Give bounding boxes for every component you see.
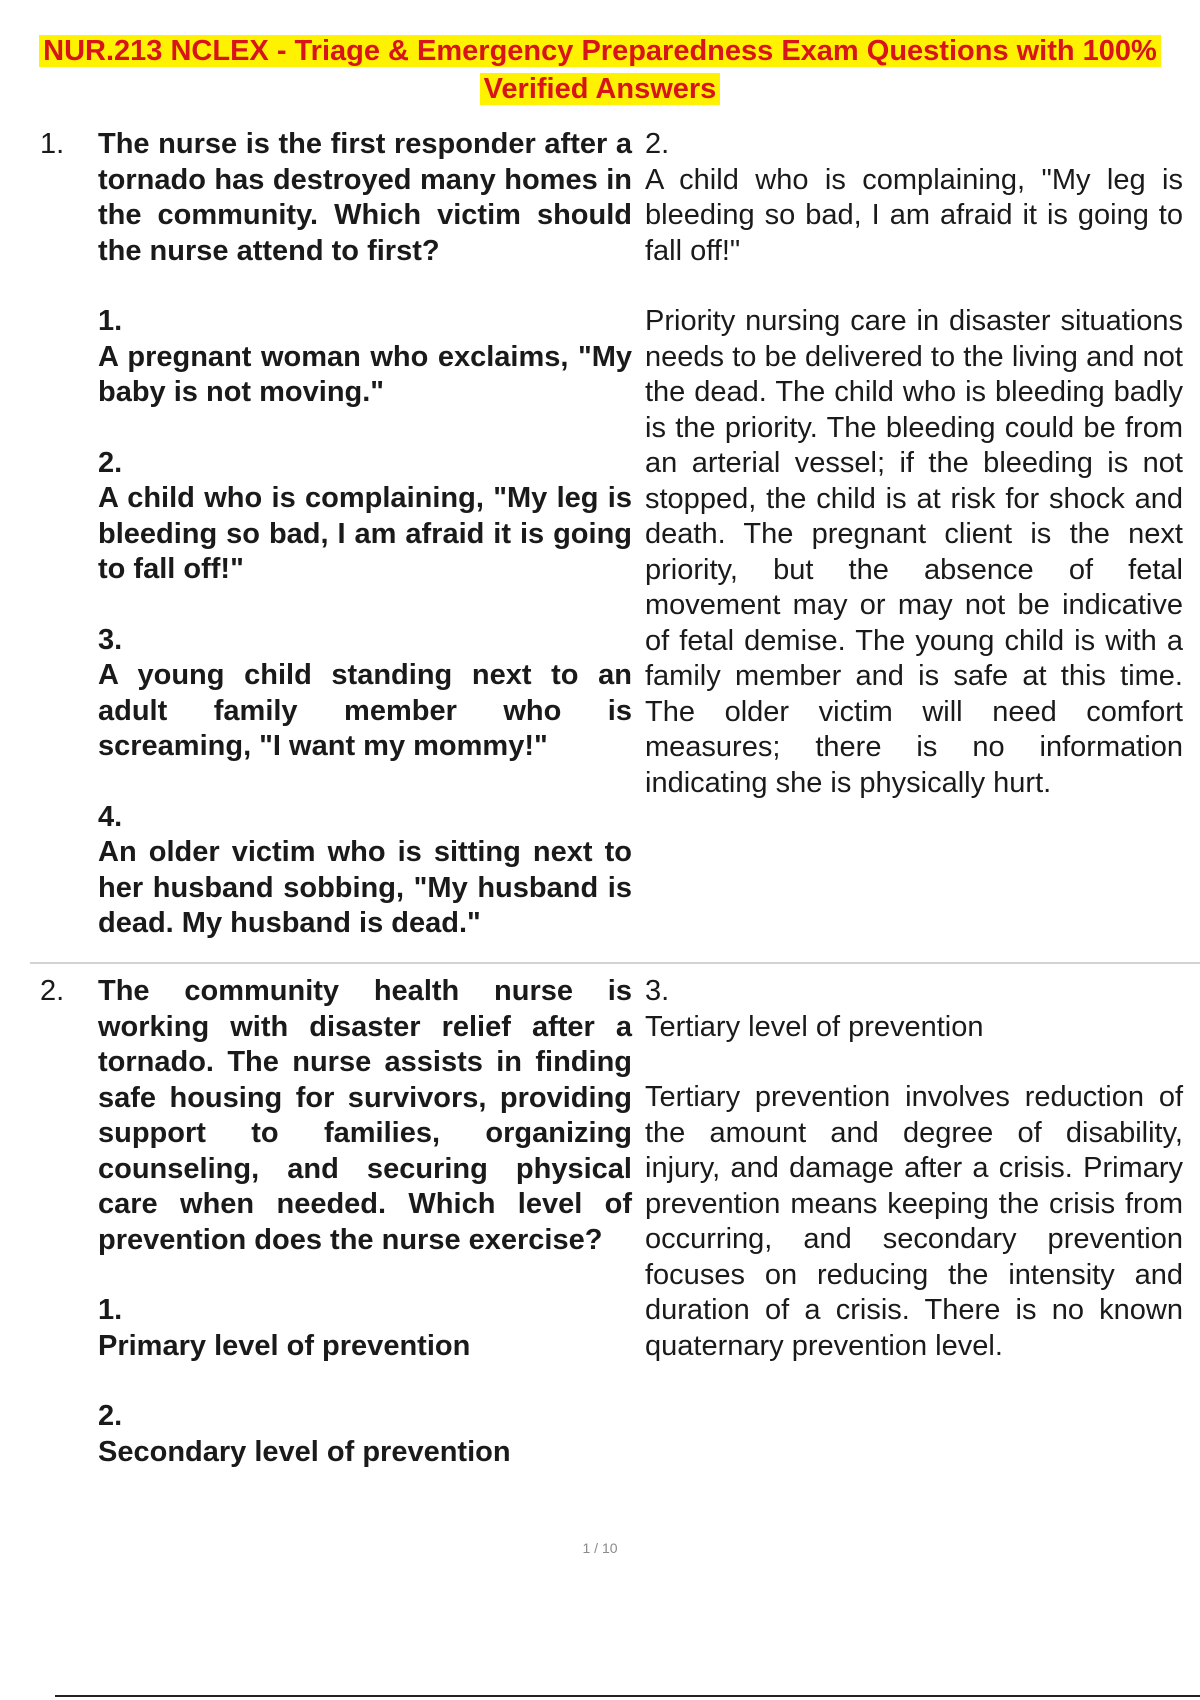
option-text: An older victim who is sitting next to her husband sobbing, "My husband is dead. My husband is dead." — [98, 836, 632, 939]
answer-option — [98, 1293, 632, 1364]
question-number: 2. — [40, 975, 65, 1007]
question-text: The community health nurse is working with disaster relief after a tornado. The nurse assists in finding safe housing for survivors, providing support to families, organizing counseling, and securing physical care when needed. Which level of prevention does the nurse exercise? — [98, 975, 632, 1256]
page-number: 1 / 10 — [582, 1540, 618, 1556]
answer-option — [98, 800, 632, 942]
option-text: A pregnant woman who exclaims, "My baby is not moving." — [98, 340, 632, 408]
answer-option — [98, 446, 632, 588]
option-text: A child who is complaining, "My leg is bleeding so bad, I am afraid it is going to fall off!" — [98, 482, 632, 585]
option-text: Primary level of prevention — [98, 1329, 471, 1362]
answer-option — [98, 304, 632, 411]
question-text: The nurse is the first responder after a tornado has destroyed many homes in the community. Which victim should the nurse attend to first? — [98, 128, 632, 267]
option-number: 1. — [98, 1294, 123, 1326]
rationale-text: Priority nursing care in disaster situations needs to be delivered to the living and not the dead. The child who is bleeding badly is the priority. The bleeding could be from an arterial vessel; if the bleeding is not stopped, the child is at risk for shock and death. The pregnant client is the next priority, but the absence of fetal movement may or may not be indicative of fetal demise. The young child is with a family member and is safe at this time. The older victim will need comfort measures; there is no information indicating she is physically hurt. — [645, 305, 1183, 799]
rationale-text: Tertiary prevention involves reduction of the amount and degree of disability, injury, and damage after a crisis. Primary prevention means keeping the crisis from occurring, and secondary prevention focuses on reducing the intensity and duration of a crisis. There is no known quaternary prevention level. — [645, 1081, 1183, 1362]
question-column — [98, 127, 632, 942]
option-number: 2. — [98, 446, 123, 479]
option-text: A young child standing next to an adult family member who is screaming, "I want my mommy!" — [98, 659, 632, 762]
option-number: 4. — [98, 800, 123, 833]
answer-option — [98, 623, 632, 765]
bottom-rule — [55, 1695, 1200, 1697]
option-number: 1. — [98, 305, 123, 337]
answer-option — [98, 1399, 632, 1470]
option-number: 3. — [98, 623, 123, 656]
option-number: 2. — [98, 1400, 123, 1432]
question-column — [98, 974, 632, 1470]
correct-answer-text: Tertiary level of prevention — [645, 1010, 984, 1043]
answer-column — [645, 127, 1183, 801]
correct-answer-number: 3. — [645, 975, 670, 1007]
page-title-text: NUR.213 NCLEX - Triage & Emergency Preparedness Exam Questions with 100% Verified Answers — [39, 35, 1161, 105]
correct-answer-number: 2. — [645, 128, 670, 160]
answer-column — [645, 974, 1183, 1364]
option-text: Secondary level of prevention — [98, 1435, 511, 1468]
page-title — [0, 32, 1200, 108]
question-number: 1. — [40, 128, 65, 160]
correct-answer-text: A child who is complaining, "My leg is bleeding so bad, I am afraid it is going to fall off!" — [645, 163, 1183, 267]
item-divider — [30, 962, 1200, 964]
